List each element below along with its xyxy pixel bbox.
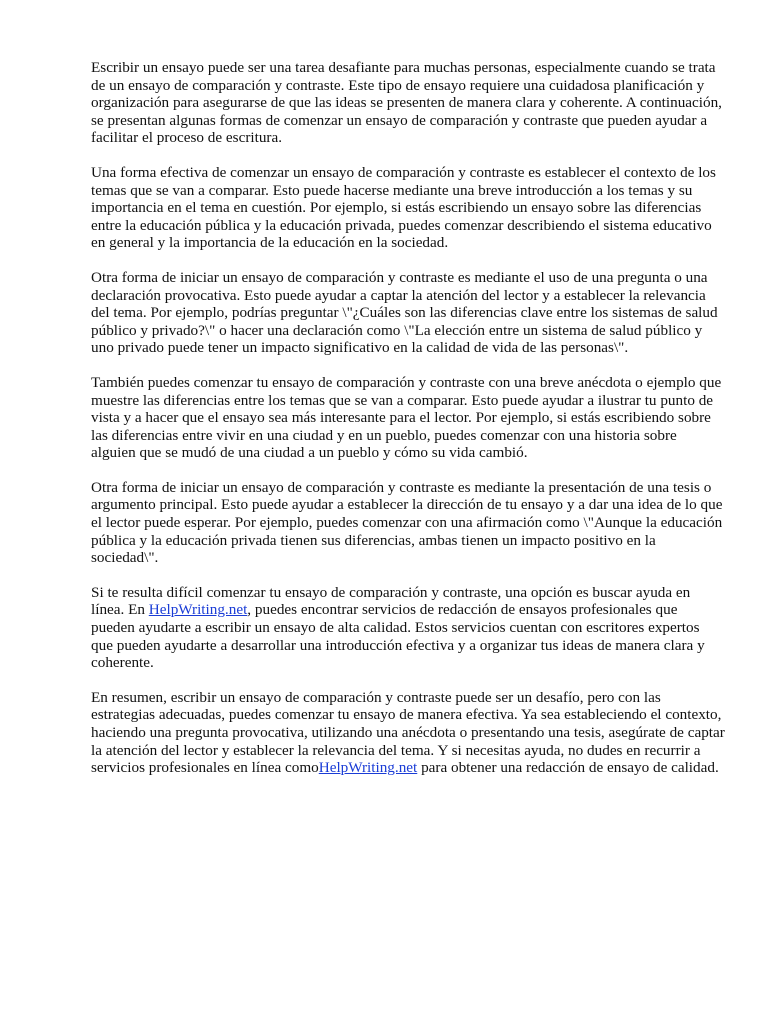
paragraph-summary-text-after: para obtener una redacción de ensayo de calidad.	[417, 759, 719, 777]
paragraph-intro: Escribir un ensayo puede ser una tarea desafiante para muchas personas, especialmente cuando se trata de un ensayo de comparación y contraste. Este tipo de ensayo requiere una cuidadosa planificación y organización para asegurarse de que las ideas se presenten de manera clara y coherente. A continuación, se presentan algunas formas de comenzar un ensayo de comparación y contraste que pueden ayudar a facilitar el proceso de escritura.	[91, 59, 722, 147]
helpwriting-link[interactable]: HelpWriting.net	[148, 601, 248, 619]
paragraph-anecdote: También puedes comenzar tu ensayo de comparación y contraste con una breve anécdota o ejemplo que muestre las diferencias entre los temas que se van a comparar. Esto puede ayudar a ilustrar tu punto de vista y a hacer que el ensayo sea más interesante para el lector. Por ejemplo, si estás escribiendo sobre las diferencias entre vivir en una ciudad y en un pueblo, puedes comenzar con una historia sobre alguien que se mudó de una ciudad a un pueblo y cómo su vida cambió.	[91, 373, 722, 462]
paragraph-summary-text-before: En resumen, escribir un ensayo de comparación y contraste puede ser un desafío, pero con las estrategias adecuadas, puedes comenzar tu ensayo de manera efectiva. Ya sea estableciendo el contexto, haciendo una pregunta provocativa, utilizando una anécdota o presentando una tesis, asegúrate de captar la atención del lector y establecer la relevancia del tema. Y si necesitas ayuda, no dudes en recurrir a servicios profesionales en línea como	[91, 688, 725, 777]
paragraph-help-text-after: , puedes encontrar servicios de redacción de ensayos profesionales que pueden ayudarte a escribir un ensayo de alta calidad. Estos servicios cuentan con escritores expertos que pueden ayudarte a desarrollar una introducción efectiva y a organizar tus ideas de manera clara y coherente.	[91, 601, 705, 672]
paragraph-help	[91, 584, 725, 672]
paragraph-question: Otra forma de iniciar un ensayo de comparación y contraste es mediante el uso de una pregunta o una declaración provocativa. Esto puede ayudar a captar la atención del lector y a establecer la relevancia del tema. Por ejemplo, podrías preguntar \"¿Cuáles son las diferencias clave entre los sistemas de salud público y privado?\" o hacer una declaración como \"La elección entre un sistema de salud público y uno privado puede tener un impacto significativo en la calidad de vida de las personas\".	[91, 268, 718, 357]
paragraph-thesis: Otra forma de iniciar un ensayo de comparación y contraste es mediante la presentación de una tesis o argumento principal. Esto puede ayudar a establecer la dirección de tu ensayo y a dar una idea de lo que el lector puede esperar. Por ejemplo, puedes comenzar con una afirmación como \"Aunque la educación pública y la educación privada tienen sus diferencias, ambas tienen un impacto positivo en la sociedad\".	[91, 478, 723, 567]
helpwriting-link-summary[interactable]: HelpWriting.net	[318, 759, 418, 777]
paragraph-context: Una forma efectiva de comenzar un ensayo de comparación y contraste es establecer el contexto de los temas que se van a comparar. Esto puede hacerse mediante una breve introducción a los temas y su importancia en el tema en cuestión. Por ejemplo, si estás escribiendo un ensayo sobre las diferencias entre la educación pública y la educación privada, puedes comenzar describiendo el sistema educativo en general y la importancia de la educación en la sociedad.	[91, 163, 716, 252]
paragraph-help-text-before: Si te resulta difícil comenzar tu ensayo de comparación y contraste, una opción es buscar ayuda en línea. En	[91, 583, 691, 619]
document-body	[91, 59, 725, 794]
paragraph-summary	[91, 689, 725, 777]
